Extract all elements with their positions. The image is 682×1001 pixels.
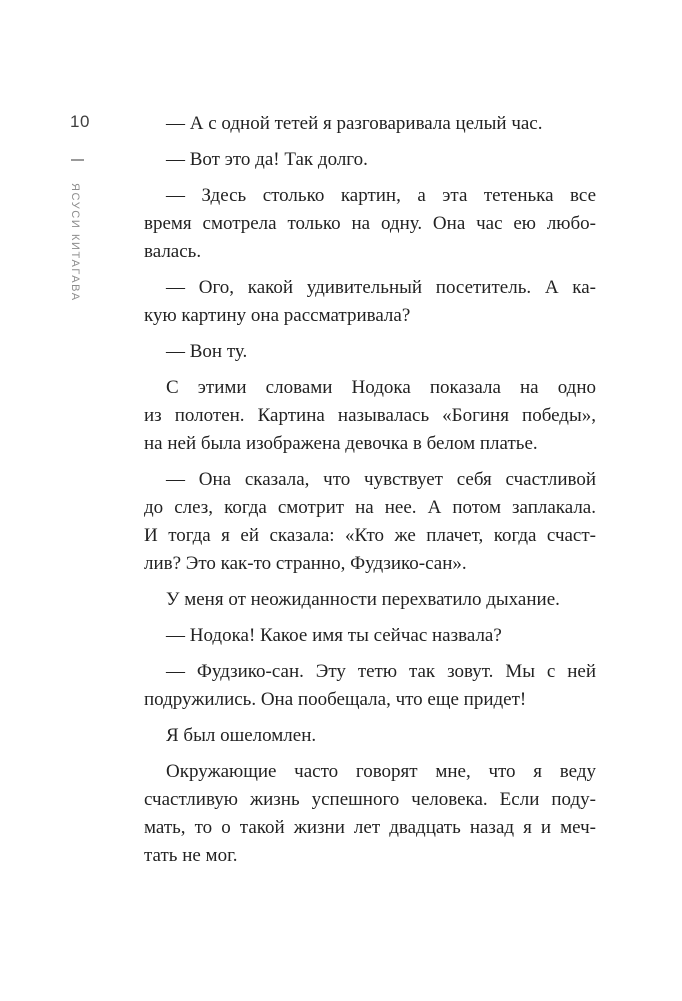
paragraph xyxy=(144,722,596,750)
text-line: мать, то о такой жизни лет двадцать назад я и меч- xyxy=(144,817,596,838)
text-line: Окружающие часто говорят мне, что я веду xyxy=(166,761,596,782)
text-line: — Вон ту. xyxy=(166,341,248,362)
text-line: на ней была изображена девочка в белом платье. xyxy=(144,433,538,454)
paragraph xyxy=(144,586,596,614)
text-line: — Ого, какой удивительный посетитель. А ка- xyxy=(166,277,596,298)
author-name-vertical: ЯСУСИ КИТАГАВА xyxy=(69,183,81,302)
text-line: У меня от неожиданности перехватило дыхание. xyxy=(166,589,560,610)
paragraph xyxy=(144,758,596,870)
paragraph xyxy=(144,466,596,578)
text-line: тать не мог. xyxy=(144,845,238,866)
text-line: валась. xyxy=(144,241,202,262)
text-line: — Нодока! Какое имя ты сейчас назвала? xyxy=(166,625,502,646)
paragraph xyxy=(144,274,596,330)
text-line: — Вот это да! Так долго. xyxy=(166,149,368,170)
paragraph xyxy=(144,110,596,138)
margin-divider xyxy=(71,159,84,161)
text-line: — А с одной тетей я разговаривала целый час. xyxy=(166,113,543,134)
paragraph xyxy=(144,374,596,458)
paragraph xyxy=(144,146,596,174)
text-line: время смотрела только на одну. Она час ею любо- xyxy=(144,213,596,234)
text-line: счастливую жизнь успешного человека. Если поду- xyxy=(144,789,596,810)
paragraph xyxy=(144,622,596,650)
text-line: до слез, когда смотрит на нее. А потом заплакала. xyxy=(144,497,596,518)
page-number: 10 xyxy=(70,112,90,131)
paragraph xyxy=(144,658,596,714)
text-line: И тогда я ей сказала: «Кто же плачет, когда счаст- xyxy=(144,525,596,546)
text-line: — Она сказала, что чувствует себя счастливой xyxy=(166,469,596,490)
text-line: лив? Это как-то странно, Фудзико-сан». xyxy=(144,553,467,574)
text-line: кую картину она рассматривала? xyxy=(144,305,411,326)
paragraph xyxy=(144,182,596,266)
paragraph xyxy=(144,338,596,366)
text-line: — Здесь столько картин, а эта тетенька все xyxy=(166,185,596,206)
text-block xyxy=(144,110,596,878)
text-line: — Фудзико-сан. Эту тетю так зовут. Мы с ней xyxy=(166,661,596,682)
text-line: подружились. Она пообещала, что еще придет! xyxy=(144,689,527,710)
text-line: из полотен. Картина называлась «Богиня победы», xyxy=(144,405,596,426)
text-line: С этими словами Нодока показала на одно xyxy=(166,377,596,398)
text-line: Я был ошеломлен. xyxy=(166,725,317,746)
